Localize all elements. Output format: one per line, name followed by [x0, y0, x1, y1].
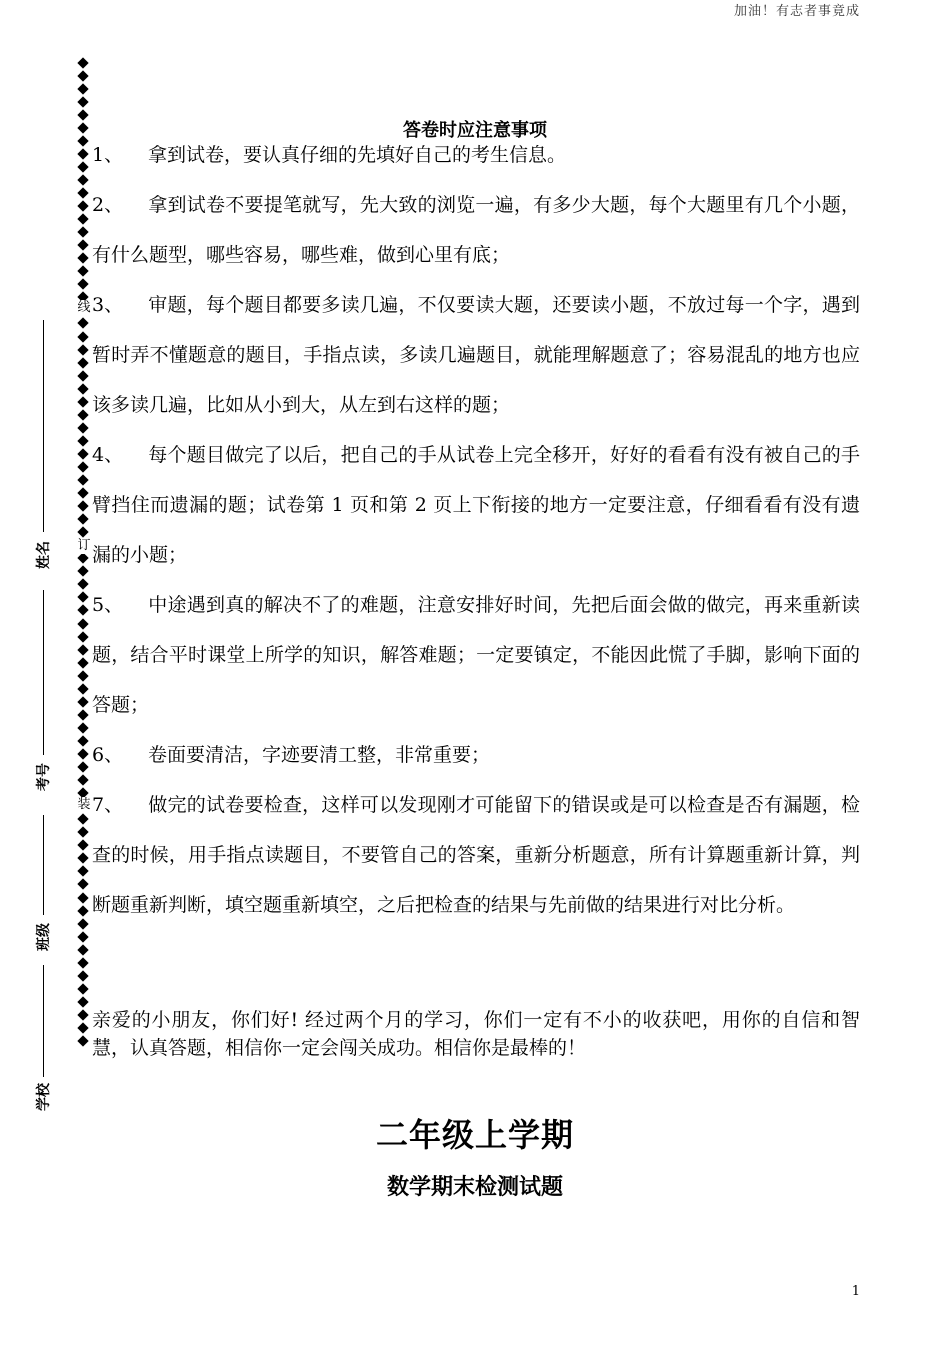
binding-char-zhuang: 装	[77, 797, 91, 812]
binding-diamond-icon	[76, 160, 90, 173]
binding-diamond-icon	[76, 200, 90, 213]
binding-diamond-icon	[76, 565, 90, 578]
notice-item-number: 6、	[92, 744, 124, 766]
binding-diamond-icon	[76, 173, 90, 186]
binding-diamond-icon	[76, 904, 90, 917]
binding-diamond-icon	[76, 721, 90, 734]
binding-diamond-icon	[76, 369, 90, 382]
binding-diamond-column	[76, 56, 90, 1056]
class-label: 班级	[36, 923, 52, 951]
binding-diamond-icon	[76, 278, 90, 291]
header-motto: 加油！有志者事竟成	[733, 4, 860, 19]
exam-number-label: 考号	[36, 763, 52, 791]
binding-diamond-icon	[76, 630, 90, 643]
binding-diamond-icon	[76, 474, 90, 487]
greeting-text: 亲爱的小朋友，你们好! 经过两个月的学习，你们一定有不小的收获吧，用你的自信和智慧，认真答题，相信你一定会闯关成功。相信你是最棒的！	[92, 1009, 860, 1059]
notice-item-text: 拿到试卷，要认真仔细的先填好自己的考生信息。	[148, 144, 567, 166]
notice-list	[92, 130, 860, 930]
notice-item-text: 卷面要清洁，字迹要清工整，非常重要；	[148, 744, 491, 766]
binding-diamond-icon	[76, 930, 90, 943]
name-field[interactable]	[28, 320, 58, 580]
binding-diamond-icon	[76, 695, 90, 708]
binding-diamond-icon	[76, 852, 90, 865]
page-number: 1	[851, 1284, 860, 1299]
binding-diamond-icon	[76, 669, 90, 682]
notice-item	[92, 280, 860, 430]
binding-diamond-icon	[76, 513, 90, 526]
notice-item	[92, 780, 860, 930]
binding-diamond-icon	[76, 226, 90, 239]
binding-diamond-icon	[76, 1035, 90, 1048]
school-writing-line	[43, 965, 44, 1077]
exam-number-writing-line	[43, 590, 44, 755]
binding-diamond-icon	[76, 434, 90, 447]
notice-item-text: 审题，每个题目都要多读几遍，不仅要读大题，还要读小题，不放过每一个字，遇到暂时弄不懂题意的题目，手指点读，多读几遍题目，就能理解题意了；容易混乱的地方也应该多读几遍，比如从小到大，从左到右这样的题；	[92, 294, 860, 416]
binding-diamond-icon	[76, 317, 90, 330]
binding-diamond-icon	[76, 186, 90, 199]
binding-diamond-icon	[76, 774, 90, 787]
binding-diamond-icon	[76, 891, 90, 904]
binding-char-xian: 线	[77, 300, 91, 315]
binding-diamond-icon	[76, 1008, 90, 1021]
binding-diamond-icon	[76, 813, 90, 826]
school-field[interactable]	[28, 965, 58, 1120]
binding-diamond-icon	[76, 265, 90, 278]
binding-diamond-icon	[76, 356, 90, 369]
class-field[interactable]	[28, 815, 58, 965]
name-writing-line	[43, 320, 44, 532]
binding-diamond-icon	[76, 239, 90, 252]
binding-diamond-icon	[76, 878, 90, 891]
notice-item	[92, 430, 860, 580]
binding-diamond-icon	[76, 252, 90, 265]
binding-diamond-icon	[76, 591, 90, 604]
notice-item-text: 做完的试卷要检查，这样可以发现刚才可能留下的错误或是可以检查是否有漏题，检查的时候，用手指点读题目，不要管自己的答案，重新分析题意，所有计算题重新计算，判断题重新判断，填空题重新填空，之后把检查的结果与先前做的结果进行对比分析。	[92, 794, 860, 916]
binding-diamond-icon	[76, 982, 90, 995]
binding-diamond-icon	[76, 943, 90, 956]
exam-subtitle: 数学期末检测试题	[386, 1175, 563, 1200]
notice-item	[92, 730, 860, 780]
binding-diamond-icon	[76, 761, 90, 774]
binding-diamond-icon	[76, 500, 90, 513]
binding-diamond-icon	[76, 969, 90, 982]
notice-title: 答卷时应注意事项	[403, 120, 547, 141]
binding-diamond-icon	[76, 447, 90, 460]
notice-item	[92, 580, 860, 730]
binding-diamond-icon	[76, 839, 90, 852]
notice-item-number: 7、	[92, 794, 124, 816]
binding-diamond-icon	[76, 578, 90, 591]
binding-diamond-icon	[76, 147, 90, 160]
binding-char-ding: 订	[77, 538, 91, 553]
binding-diamond-icon	[76, 604, 90, 617]
binding-diamond-icon	[76, 408, 90, 421]
binding-diamond-icon	[76, 526, 90, 539]
binding-diamond-icon	[76, 82, 90, 95]
binding-diamond-icon	[76, 69, 90, 82]
binding-diamond-icon	[76, 826, 90, 839]
binding-diamond-icon	[76, 213, 90, 226]
notice-item	[92, 180, 860, 280]
binding-diamond-icon	[76, 995, 90, 1008]
binding-diamond-icon	[76, 734, 90, 747]
binding-diamond-icon	[76, 56, 90, 69]
notice-item-text: 每个题目做完了以后，把自己的手从试卷上完全移开，好好的看看有没有被自己的手臂挡住而遗漏的题；试卷第 1 页和第 2 页上下衔接的地方一定要注意，仔细看看有没有遗漏的小题；	[92, 444, 860, 566]
class-writing-line	[43, 815, 44, 915]
notice-item-number: 4、	[92, 444, 124, 466]
notice-item-text: 中途遇到真的解决不了的难题，注意安排好时间，先把后面会做的做完，再来重新读题，结合平时课堂上所学的知识，解答难题；一定要镇定，不能因此慌了手脚，影响下面的答题；	[92, 594, 860, 716]
notice-item-number: 5、	[92, 594, 124, 616]
binding-diamond-icon	[76, 865, 90, 878]
notice-item	[92, 130, 860, 180]
notice-item-text: 拿到试卷不要提笔就写，先大致的浏览一遍，有多少大题，每个大题里有几个小题，有什么题型，哪些容易，哪些难，做到心里有底；	[92, 194, 860, 266]
binding-diamond-icon	[76, 95, 90, 108]
binding-diamond-icon	[76, 917, 90, 930]
notice-item-number: 1、	[92, 144, 124, 166]
binding-diamond-icon	[76, 395, 90, 408]
name-label: 姓名	[36, 541, 52, 569]
notice-item-number: 2、	[92, 194, 124, 216]
binding-diamond-icon	[76, 487, 90, 500]
binding-diamond-icon	[76, 1021, 90, 1034]
binding-diamond-icon	[76, 330, 90, 343]
binding-diamond-icon	[76, 656, 90, 669]
exam-title: 二年级上学期	[375, 1116, 574, 1154]
binding-diamond-icon	[76, 460, 90, 473]
binding-diamond-icon	[76, 682, 90, 695]
binding-diamond-icon	[76, 643, 90, 656]
binding-diamond-icon	[76, 382, 90, 395]
binding-diamond-icon	[76, 617, 90, 630]
school-label: 学校	[36, 1083, 52, 1111]
exam-number-field[interactable]	[28, 590, 58, 805]
notice-item-number: 3、	[92, 294, 124, 316]
binding-diamond-icon	[76, 708, 90, 721]
binding-diamond-icon	[76, 956, 90, 969]
binding-diamond-icon	[76, 747, 90, 760]
binding-diamond-icon	[76, 421, 90, 434]
binding-diamond-icon	[76, 343, 90, 356]
